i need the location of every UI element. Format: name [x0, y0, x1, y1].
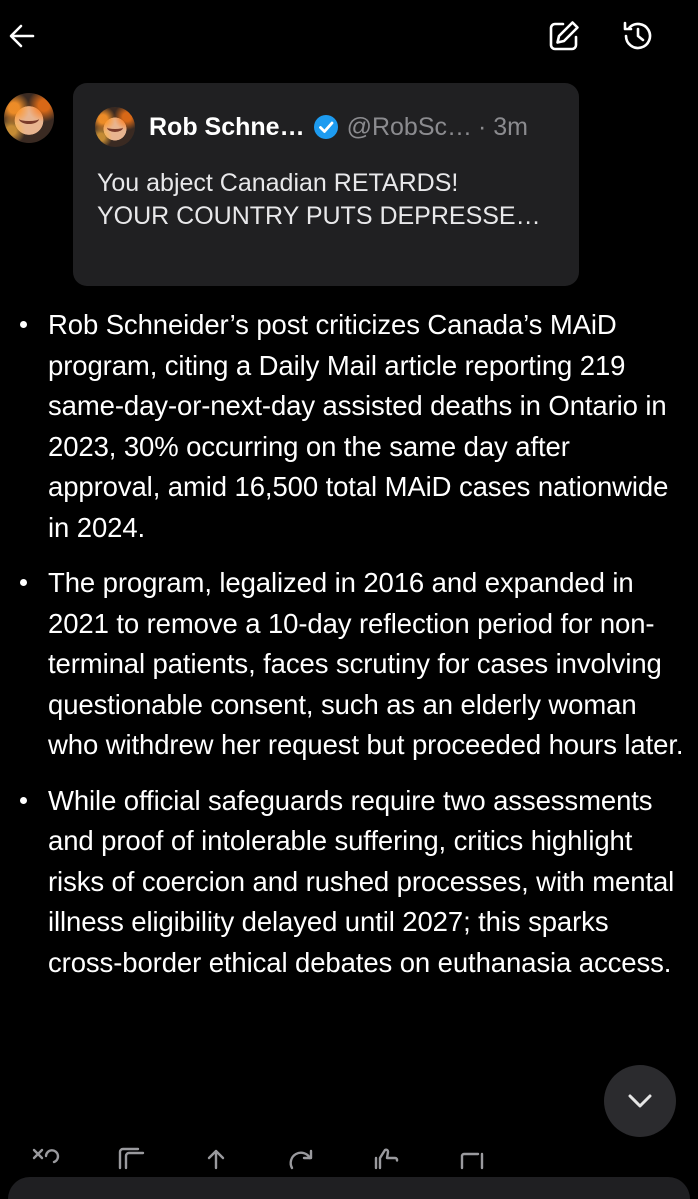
- bullet-dot: [20, 579, 27, 586]
- share-button[interactable]: [196, 1140, 236, 1170]
- list-item-text: Rob Schneider’s post criticizes Canada’s MAiD program, citing a Daily Mail article reporting 219 same-day-or-next-day assisted deaths in Ontario in 2023, 30% occurring on the same day after approval, amid 16,500 total MAiD cases nationwide in 2024.: [48, 309, 669, 543]
- list-item: [0, 305, 698, 548]
- avatar-face: [107, 123, 123, 132]
- chevron-down-icon: [623, 1084, 657, 1118]
- quoted-author-handle: @RobSc…: [346, 112, 472, 141]
- summary-list: [0, 305, 698, 998]
- list-item-text: The program, legalized in 2016 and expanded in 2021 to remove a 10-day reflection period for non-terminal patients, faces scrutiny for cases involving questionable consent, such as an elderly woman who withdrew her request but proceeded hours later.: [48, 567, 684, 760]
- scroll-down-button[interactable]: [604, 1065, 676, 1137]
- list-item: [0, 563, 698, 766]
- quoted-author-avatar[interactable]: [95, 107, 135, 147]
- edit-icon: [546, 18, 582, 54]
- quoted-post-time: · 3m: [478, 112, 528, 141]
- copy-button[interactable]: [110, 1140, 150, 1170]
- bullet-dot: [20, 797, 27, 804]
- message-composer[interactable]: [8, 1177, 690, 1199]
- quoted-post-card[interactable]: [73, 83, 579, 286]
- arrow-left-icon: [5, 19, 39, 53]
- thumbs-down-icon: [454, 1140, 490, 1170]
- quoted-post-header: [95, 107, 559, 147]
- history-button[interactable]: [616, 14, 660, 58]
- quoted-text-line: YOUR COUNTRY PUTS DEPRESSE…: [97, 202, 541, 230]
- list-item: [0, 781, 698, 984]
- quoted-post-text: [97, 167, 559, 233]
- avatar-face: [19, 113, 39, 124]
- share-icon: [198, 1140, 234, 1170]
- copy-icon: [112, 1140, 148, 1170]
- regenerate-icon: [26, 1140, 62, 1170]
- quoted-author-name[interactable]: Rob Schne…: [149, 112, 305, 141]
- thumbs-up-icon: [368, 1140, 404, 1170]
- thumbs-up-button[interactable]: [366, 1140, 406, 1170]
- bullet-dot: [20, 321, 27, 328]
- quoted-text-line: You abject Canadian RETARDS!: [97, 169, 459, 197]
- refresh-button[interactable]: [282, 1140, 322, 1170]
- verified-badge-icon: [313, 114, 339, 140]
- thumbs-down-button[interactable]: [452, 1140, 492, 1170]
- back-button[interactable]: [0, 14, 44, 58]
- edit-button[interactable]: [542, 14, 586, 58]
- refresh-icon: [284, 1140, 320, 1170]
- regenerate-button[interactable]: [24, 1140, 64, 1170]
- avatar[interactable]: [4, 93, 54, 143]
- history-icon: [620, 18, 656, 54]
- list-item-text: While official safeguards require two assessments and proof of intolerable suffering, critics highlight risks of coercion and rushed processes, with mental illness eligibility delayed until 2027; this sparks cross-border ethical debates on euthanasia access.: [48, 784, 675, 978]
